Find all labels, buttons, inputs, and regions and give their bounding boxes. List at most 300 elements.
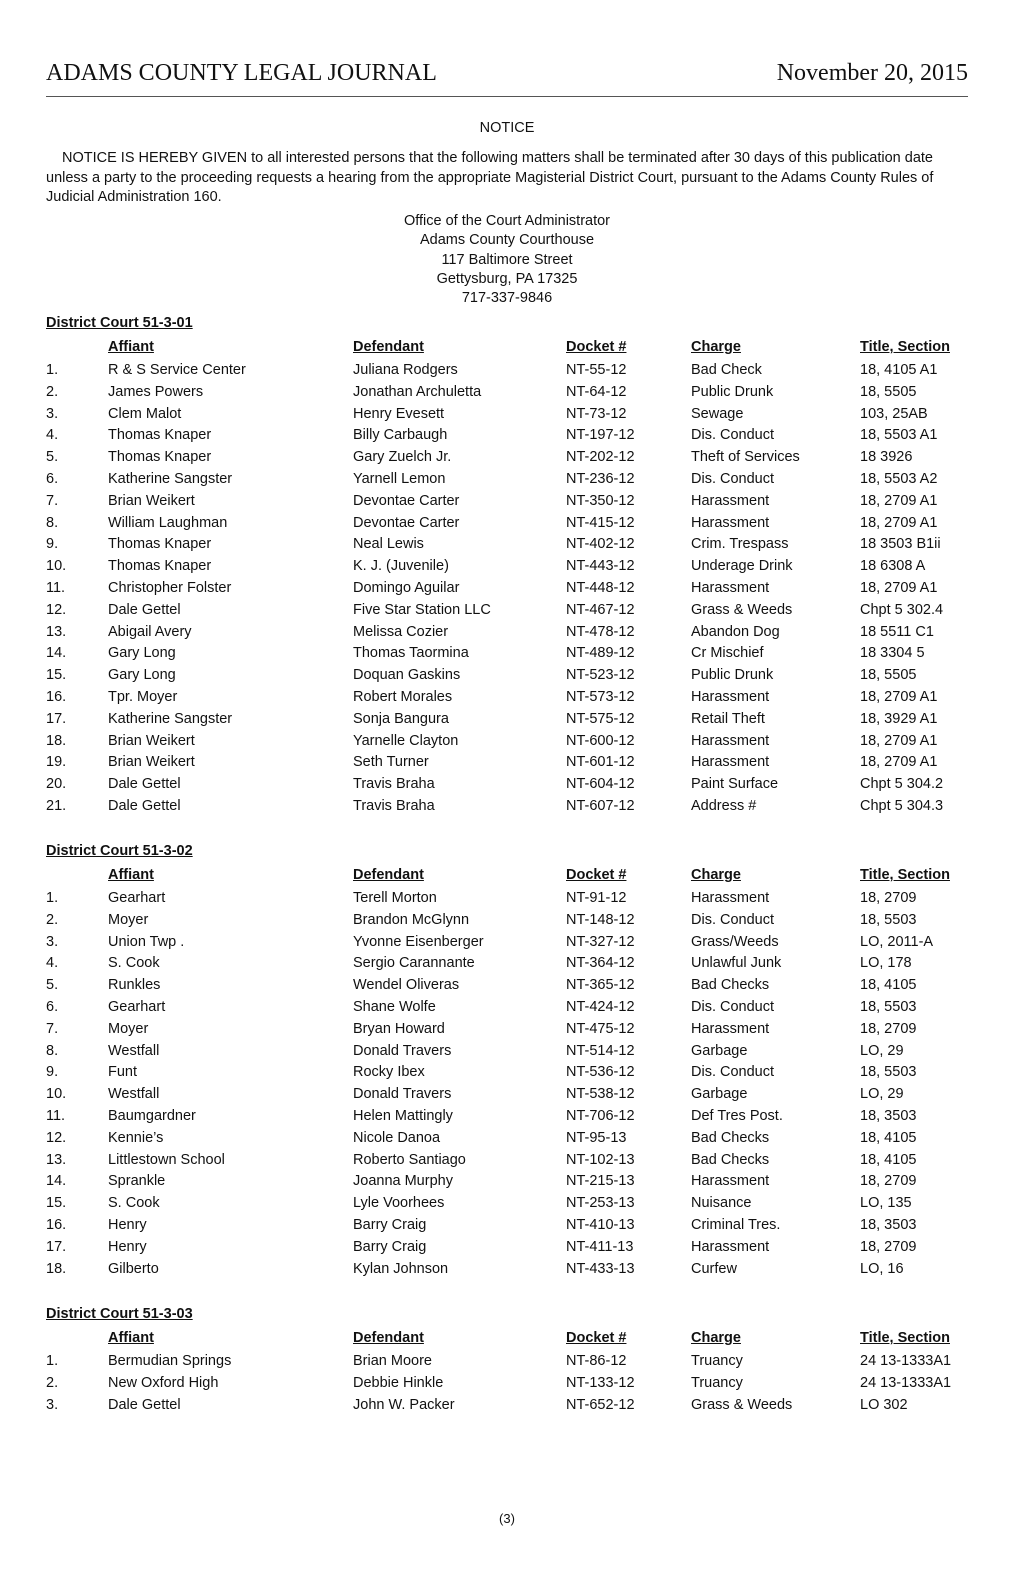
affiant-cell: Sprankle <box>108 1173 166 1190</box>
title-section-cell: 18, 2709 A1 <box>860 688 938 705</box>
table-row <box>46 578 976 600</box>
column-header-row <box>46 1328 976 1351</box>
charge-header: Charge <box>691 867 741 883</box>
docket-cell: NT-607-12 <box>566 797 635 814</box>
table-row <box>46 752 976 774</box>
title-section-header: Title, Section <box>860 1330 950 1346</box>
docket-cell: NT-350-12 <box>566 492 635 509</box>
charge-cell: Harassment <box>691 1238 770 1255</box>
address-line: 117 Baltimore Street <box>441 251 573 268</box>
notice-heading: NOTICE <box>479 120 535 136</box>
table-row <box>46 404 976 426</box>
row-number: 4. <box>46 427 59 444</box>
docket-cell: NT-443-12 <box>566 558 635 575</box>
defendant-cell: Debbie Hinkle <box>353 1374 444 1391</box>
defendant-cell: Yarnelle Clayton <box>353 732 459 749</box>
defendant-cell: Gary Zuelch Jr. <box>353 449 452 466</box>
title-section-cell: 18, 3503 <box>860 1216 917 1233</box>
affiant-cell: Katherine Sangster <box>108 470 233 487</box>
table-row <box>46 600 976 622</box>
charge-cell: Garbage <box>691 1086 748 1103</box>
docket-cell: NT-364-12 <box>566 955 635 972</box>
charge-cell: Theft of Services <box>691 449 800 466</box>
row-number: 4. <box>46 955 59 972</box>
table-row <box>46 1237 976 1259</box>
table-row <box>46 1259 976 1281</box>
row-number: 8. <box>46 514 59 531</box>
affiant-cell: Moyer <box>108 911 149 928</box>
defendant-cell: Henry Evesett <box>353 405 445 422</box>
title-section-cell: 18, 5503 A1 <box>860 427 938 444</box>
defendant-cell: Juliana Rodgers <box>353 362 458 378</box>
row-number: 11. <box>46 579 66 596</box>
title-section-cell: 18, 5505 <box>860 667 917 684</box>
charge-cell: Truancy <box>691 1353 743 1369</box>
column-header-row <box>46 337 976 360</box>
docket-cell: NT-215-13 <box>566 1173 635 1190</box>
defendant-cell: Travis Braha <box>353 797 435 814</box>
charge-cell: Abandon Dog <box>691 623 780 640</box>
defendant-cell: Barry Craig <box>353 1238 427 1255</box>
charge-cell: Grass/Weeds <box>691 933 779 950</box>
defendant-cell: Kylan Johnson <box>353 1260 449 1277</box>
table-row <box>46 975 976 997</box>
row-number: 10. <box>46 558 67 575</box>
charge-cell: Bad Checks <box>691 977 770 994</box>
row-number: 14. <box>46 1173 67 1190</box>
row-number: 21. <box>46 797 67 814</box>
charge-cell: Dis. Conduct <box>691 1064 775 1081</box>
table-row <box>46 1215 976 1237</box>
defendant-cell: Joanna Murphy <box>353 1173 453 1190</box>
title-section-cell: 18, 2709 A1 <box>860 492 938 509</box>
affiant-cell: Dale Gettel <box>108 601 181 618</box>
table-row <box>46 997 976 1019</box>
charge-cell: Harassment <box>691 514 770 531</box>
affiant-cell: Union Twp . <box>108 933 185 950</box>
table-row <box>46 932 976 954</box>
defendant-header: Defendant <box>353 1330 424 1346</box>
defendant-cell: Sonja Bangura <box>353 710 449 727</box>
title-section-cell: 18, 5503 <box>860 911 917 928</box>
defendant-cell: Sergio Carannante <box>353 955 475 972</box>
docket-cell: NT-475-12 <box>566 1020 635 1037</box>
affiant-cell: Runkles <box>108 977 161 994</box>
row-number: 6. <box>46 470 59 487</box>
district-court-section <box>46 842 976 1280</box>
issue-date: November 20, 2015 <box>776 60 968 86</box>
row-number: 11. <box>46 1107 66 1124</box>
row-number: 13. <box>46 1151 67 1168</box>
table-row <box>46 1041 976 1063</box>
docket-cell: NT-489-12 <box>566 645 635 662</box>
table-row <box>46 382 976 404</box>
table-row <box>46 1106 976 1128</box>
docket-cell: NT-424-12 <box>566 998 635 1015</box>
affiant-cell: R & S Service Center <box>108 362 246 378</box>
table-row <box>46 910 976 932</box>
table-row <box>46 1395 976 1417</box>
docket-cell: NT-86-12 <box>566 1353 627 1369</box>
title-section-cell: LO, 29 <box>860 1042 904 1059</box>
address-line: Adams County Courthouse <box>419 232 595 249</box>
table-row <box>46 447 976 469</box>
table-row <box>46 491 976 513</box>
table-row <box>46 1084 976 1106</box>
docket-cell: NT-102-13 <box>566 1151 635 1168</box>
defendant-cell: Nicole Danoa <box>353 1129 441 1146</box>
table-row <box>46 1193 976 1215</box>
title-section-cell: 18, 2709 <box>860 1173 917 1190</box>
docket-cell: NT-478-12 <box>566 623 635 640</box>
charge-cell: Harassment <box>691 688 770 705</box>
row-number: 2. <box>46 383 59 400</box>
affiant-header: Affiant <box>108 339 154 355</box>
docket-cell: NT-604-12 <box>566 776 635 793</box>
title-section-cell: 18, 2709 A1 <box>860 579 938 596</box>
affiant-cell: Moyer <box>108 1020 149 1037</box>
charge-cell: Cr Mischief <box>691 645 764 662</box>
defendant-cell: Shane Wolfe <box>353 998 436 1015</box>
charge-cell: Harassment <box>691 732 770 749</box>
docket-cell: NT-236-12 <box>566 470 635 487</box>
affiant-cell: Thomas Knaper <box>108 536 212 553</box>
title-section-cell: 18, 2709 <box>860 1020 917 1037</box>
row-number: 15. <box>46 667 67 684</box>
title-section-cell: 18, 5505 <box>860 383 917 400</box>
column-header-row <box>46 865 976 888</box>
charge-cell: Dis. Conduct <box>691 998 775 1015</box>
title-section-cell: LO 302 <box>860 1396 908 1413</box>
page-number: (3) <box>499 1511 515 1526</box>
affiant-cell: Gearhart <box>108 998 166 1015</box>
table-row <box>46 360 976 382</box>
charge-cell: Def Tres Post. <box>691 1107 783 1124</box>
table-row <box>46 774 976 796</box>
defendant-cell: John W. Packer <box>353 1396 455 1413</box>
address-line: Office of the Court Administrator <box>403 213 611 229</box>
defendant-cell: Devontae Carter <box>353 492 460 509</box>
title-section-cell: 18, 5503 <box>860 998 917 1015</box>
defendant-cell: Devontae Carter <box>353 514 460 531</box>
table-row <box>46 665 976 687</box>
court-administrator-address <box>0 212 1014 308</box>
journal-header <box>46 58 968 97</box>
row-number: 1. <box>46 1353 59 1369</box>
docket-cell: NT-601-12 <box>566 754 635 771</box>
row-number: 3. <box>46 933 59 950</box>
title-section-header: Title, Section <box>860 867 950 883</box>
notice-paragraph: NOTICE IS HEREBY GIVEN to all interested persons that the following matters shall be terminated after 30 days of this publication date unless a party to the proceeding requests a hearing from the appropriate Magisterial District Court, pursuant to the Adams County Rules of Judicial Administration 160. <box>46 150 934 205</box>
table-row <box>46 888 976 910</box>
court-title: District Court 51-3-01 <box>46 315 193 331</box>
title-section-cell: 18 5511 C1 <box>860 623 934 640</box>
docket-cell: NT-706-12 <box>566 1107 635 1124</box>
docket-cell: NT-197-12 <box>566 427 635 444</box>
address-line: Gettysburg, PA 17325 <box>436 270 578 287</box>
defendant-cell: Melissa Cozier <box>353 623 449 640</box>
defendant-cell: Five Star Station LLC <box>353 601 491 618</box>
title-section-cell: 18 3503 B1ii <box>860 536 941 553</box>
defendant-cell: Robert Morales <box>353 688 453 705</box>
row-number: 15. <box>46 1195 67 1212</box>
title-section-header: Title, Section <box>860 339 950 355</box>
row-number: 12. <box>46 1129 67 1146</box>
charge-header: Charge <box>691 339 741 355</box>
address-line: 717-337-9846 <box>461 290 553 307</box>
defendant-cell: Donald Travers <box>353 1042 452 1059</box>
table-row <box>46 1019 976 1041</box>
docket-cell: NT-327-12 <box>566 933 635 950</box>
affiant-cell: James Powers <box>108 383 204 400</box>
defendant-header: Defendant <box>353 339 424 355</box>
title-section-cell: 18, 4105 <box>860 1151 917 1168</box>
docket-cell: NT-411-13 <box>566 1238 634 1255</box>
charge-cell: Bad Checks <box>691 1129 770 1146</box>
defendant-cell: Terell Morton <box>353 890 437 906</box>
charge-cell: Garbage <box>691 1042 748 1059</box>
defendant-cell: Domingo Aguilar <box>353 579 460 596</box>
affiant-cell: Bermudian Springs <box>108 1353 232 1369</box>
row-number: 10. <box>46 1086 67 1103</box>
row-number: 13. <box>46 623 67 640</box>
title-section-cell: 18, 2709 A1 <box>860 754 938 771</box>
table-row <box>46 953 976 975</box>
affiant-cell: Gearhart <box>108 890 166 906</box>
affiant-cell: Littlestown School <box>108 1151 225 1168</box>
docket-cell: NT-523-12 <box>566 667 635 684</box>
charge-cell: Nuisance <box>691 1195 752 1212</box>
affiant-cell: Katherine Sangster <box>108 710 233 727</box>
affiant-cell: S. Cook <box>108 1195 160 1212</box>
docket-cell: NT-202-12 <box>566 449 635 466</box>
defendant-cell: Brian Moore <box>353 1353 432 1369</box>
title-section-cell: Chpt 5 304.3 <box>860 797 944 814</box>
title-section-cell: 18 3304 5 <box>860 645 925 662</box>
row-number: 17. <box>46 1238 67 1255</box>
affiant-cell: Westfall <box>108 1042 160 1059</box>
defendant-cell: Yvonne Eisenberger <box>353 933 484 950</box>
affiant-cell: Gary Long <box>108 667 176 684</box>
row-number: 18. <box>46 732 67 749</box>
docket-cell: NT-64-12 <box>566 383 627 400</box>
table-row <box>46 731 976 753</box>
table-row <box>46 687 976 709</box>
docket-cell: NT-573-12 <box>566 688 635 705</box>
row-number: 5. <box>46 449 59 466</box>
charge-cell: Harassment <box>691 579 770 596</box>
title-section-cell: 18, 2709 <box>860 890 917 906</box>
charge-cell: Harassment <box>691 492 770 509</box>
docket-cell: NT-402-12 <box>566 536 635 553</box>
table-row <box>46 1128 976 1150</box>
table-row <box>46 643 976 665</box>
table-row <box>46 1062 976 1084</box>
title-section-cell: 24 13-1333A1 <box>860 1374 952 1391</box>
row-number: 17. <box>46 710 67 727</box>
docket-cell: NT-448-12 <box>566 579 635 596</box>
court-title: District Court 51-3-03 <box>46 1306 193 1322</box>
table-row <box>46 796 976 818</box>
defendant-cell: Yarnell Lemon <box>353 470 446 487</box>
defendant-cell: Travis Braha <box>353 776 435 793</box>
title-section-cell: 18, 4105 <box>860 977 917 994</box>
charge-cell: Crim. Trespass <box>691 536 789 553</box>
affiant-cell: Dale Gettel <box>108 1396 181 1413</box>
row-number: 2. <box>46 1374 59 1391</box>
defendant-cell: Billy Carbaugh <box>353 427 448 444</box>
docket-cell: NT-365-12 <box>566 977 635 994</box>
affiant-cell: Funt <box>108 1064 138 1081</box>
charge-cell: Bad Check <box>691 362 762 378</box>
title-section-cell: 24 13-1333A1 <box>860 1353 952 1369</box>
affiant-cell: William Laughman <box>108 514 228 531</box>
table-row <box>46 1351 976 1373</box>
charge-cell: Paint Surface <box>691 776 779 793</box>
affiant-cell: Abigail Avery <box>108 623 192 640</box>
charge-cell: Criminal Tres. <box>691 1216 781 1233</box>
title-section-cell: 18, 2709 <box>860 1238 917 1255</box>
defendant-header: Defendant <box>353 867 424 883</box>
docket-cell: NT-148-12 <box>566 911 635 928</box>
title-section-cell: 18, 4105 <box>860 1129 917 1146</box>
affiant-cell: Baumgardner <box>108 1107 196 1124</box>
affiant-cell: Christopher Folster <box>108 579 232 596</box>
charge-cell: Grass & Weeds <box>691 601 793 618</box>
affiant-cell: Thomas Knaper <box>108 427 212 444</box>
title-section-cell: 18, 3929 A1 <box>860 710 938 727</box>
docket-cell: NT-95-13 <box>566 1129 627 1146</box>
affiant-cell: Gary Long <box>108 645 176 662</box>
charge-cell: Truancy <box>691 1374 743 1391</box>
affiant-cell: New Oxford High <box>108 1374 219 1391</box>
row-number: 18. <box>46 1260 67 1277</box>
docket-cell: NT-415-12 <box>566 514 635 531</box>
row-number: 7. <box>46 1020 59 1037</box>
row-number: 14. <box>46 645 67 662</box>
defendant-cell: Seth Turner <box>353 754 429 771</box>
table-row <box>46 1150 976 1172</box>
title-section-cell: LO, 135 <box>860 1195 912 1212</box>
charge-cell: Dis. Conduct <box>691 911 775 928</box>
row-number: 1. <box>46 890 59 906</box>
district-court-section <box>46 314 976 818</box>
row-number: 20. <box>46 776 67 793</box>
charge-cell: Harassment <box>691 754 770 771</box>
district-court-section <box>46 1305 976 1416</box>
row-number: 5. <box>46 977 59 994</box>
affiant-cell: Henry <box>108 1216 147 1233</box>
defendant-cell: Neal Lewis <box>353 536 424 553</box>
row-number: 9. <box>46 1064 59 1081</box>
charge-cell: Public Drunk <box>691 667 774 684</box>
title-section-cell: Chpt 5 304.2 <box>860 776 944 793</box>
docket-cell: NT-433-13 <box>566 1260 635 1277</box>
row-number: 1. <box>46 362 59 378</box>
affiant-cell: Brian Weikert <box>108 754 195 771</box>
charge-header: Charge <box>691 1330 741 1346</box>
defendant-cell: Thomas Taormina <box>353 645 469 662</box>
table-row <box>46 534 976 556</box>
defendant-cell: Roberto Santiago <box>353 1151 466 1168</box>
defendant-cell: Helen Mattingly <box>353 1107 453 1124</box>
affiant-cell: Westfall <box>108 1086 160 1103</box>
title-section-cell: 18, 2709 A1 <box>860 732 938 749</box>
row-number: 2. <box>46 911 59 928</box>
charge-cell: Underage Drink <box>691 558 793 575</box>
docket-cell: NT-600-12 <box>566 732 635 749</box>
docket-cell: NT-253-13 <box>566 1195 635 1212</box>
affiant-cell: Dale Gettel <box>108 776 181 793</box>
table-row <box>46 622 976 644</box>
docket-cell: NT-538-12 <box>566 1086 635 1103</box>
charge-cell: Dis. Conduct <box>691 427 775 444</box>
charge-cell: Curfew <box>691 1260 737 1277</box>
defendant-cell: Doquan Gaskins <box>353 667 461 684</box>
row-number: 3. <box>46 405 59 422</box>
docket-cell: NT-133-12 <box>566 1374 635 1391</box>
affiant-cell: Thomas Knaper <box>108 558 212 575</box>
affiant-cell: Brian Weikert <box>108 492 195 509</box>
title-section-cell: 18, 2709 A1 <box>860 514 938 531</box>
docket-cell: NT-536-12 <box>566 1064 635 1081</box>
table-row <box>46 425 976 447</box>
defendant-cell: Wendel Oliveras <box>353 977 460 994</box>
title-section-cell: LO, 178 <box>860 955 912 972</box>
row-number: 9. <box>46 536 59 553</box>
affiant-cell: Clem Malot <box>108 405 182 422</box>
docket-cell: NT-575-12 <box>566 710 635 727</box>
row-number: 8. <box>46 1042 59 1059</box>
docket-header: Docket # <box>566 339 627 355</box>
docket-cell: NT-467-12 <box>566 601 635 618</box>
title-section-cell: 18, 5503 <box>860 1064 917 1081</box>
row-number: 7. <box>46 492 59 509</box>
table-row <box>46 709 976 731</box>
defendant-cell: Lyle Voorhees <box>353 1195 445 1212</box>
title-section-cell: 18, 3503 <box>860 1107 917 1124</box>
row-number: 6. <box>46 998 59 1015</box>
defendant-cell: Bryan Howard <box>353 1020 445 1037</box>
docket-cell: NT-514-12 <box>566 1042 635 1059</box>
docket-cell: NT-91-12 <box>566 890 627 906</box>
charge-cell: Harassment <box>691 1020 770 1037</box>
charge-cell: Public Drunk <box>691 383 774 400</box>
charge-cell: Harassment <box>691 1173 770 1190</box>
row-number: 12. <box>46 601 67 618</box>
docket-cell: NT-652-12 <box>566 1396 635 1413</box>
title-section-cell: 18, 5503 A2 <box>860 470 938 487</box>
row-number: 16. <box>46 688 67 705</box>
defendant-cell: K. J. (Juvenile) <box>353 558 449 575</box>
row-number: 16. <box>46 1216 67 1233</box>
title-section-cell: 18 6308 A <box>860 558 926 575</box>
row-number: 19. <box>46 754 67 771</box>
docket-cell: NT-410-13 <box>566 1216 635 1233</box>
docket-header: Docket # <box>566 1330 627 1346</box>
charge-cell: Sewage <box>691 405 744 422</box>
defendant-cell: Barry Craig <box>353 1216 427 1233</box>
title-section-cell: LO, 29 <box>860 1086 904 1103</box>
table-row <box>46 1373 976 1395</box>
affiant-header: Affiant <box>108 867 154 883</box>
title-section-cell: 18, 4105 A1 <box>860 362 938 378</box>
defendant-cell: Donald Travers <box>353 1086 452 1103</box>
charge-cell: Retail Theft <box>691 710 765 727</box>
table-row <box>46 469 976 491</box>
charge-cell: Grass & Weeds <box>691 1396 793 1413</box>
charge-cell: Harassment <box>691 890 770 906</box>
